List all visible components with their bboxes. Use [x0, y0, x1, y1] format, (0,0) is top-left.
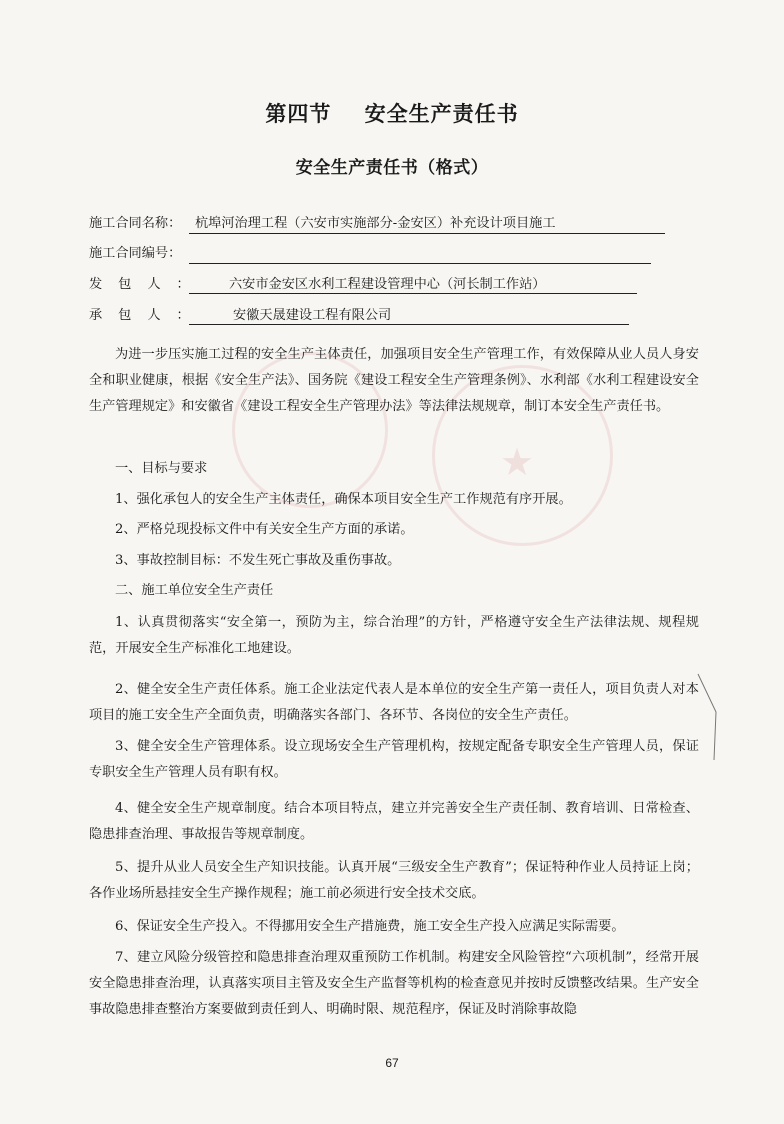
- list-item: 1、认真贯彻落实“安全第一，预防为主，综合治理”的方针，严格遵守安全生产法律法规、规程规范，开展安全生产标准化工地建设。: [89, 615, 699, 656]
- list-item: 7、建立风险分级管控和隐患排查治理双重预防工作机制。构建安全风险管控“六项机制”，经常开展安全隐患排查治理，认真落实项目主管及安全生产监督等机构的检查意见并按时反馈整改结果。生产安全事故隐患排查整治方案要做到责任到人、明确时限、规范程序，保证及时消除事故隐: [89, 950, 699, 1017]
- seal-star-icon: ★: [500, 440, 535, 484]
- intro-paragraph: 为进一步压实施工过程的安全生产主体责任，加强项目安全生产管理工作，有效保障从业人员人身安全和职业健康，根据《安全生产法》、国务院《建设工程安全生产管理条例》、水利部《水利工程建设安全生产管理规定》和安徽省《建设工程安全生产管理办法》等法律法规规章，制订本安全生产责任书。: [89, 347, 699, 414]
- contract-name-label: 施工合同名称：: [89, 216, 182, 231]
- contractor-row: [89, 305, 392, 327]
- section-heading: 第四节 安全生产责任书: [265, 102, 519, 126]
- list-item: 3、事故控制目标：不发生死亡事故及重伤事故。: [115, 553, 401, 568]
- list-item: 5、提升从业人员安全生产知识技能。认真开展“三级安全生产教育”；保证特种作业人员持证上岗；各作业场所悬挂安全生产操作规程；施工前必须进行安全技术交底。: [89, 860, 699, 901]
- section-heading-1: 一、目标与要求: [115, 461, 208, 476]
- document-title: 安全生产责任书（格式）: [295, 158, 489, 178]
- list-item: 4、健全安全生产规章制度。结合本项目特点，建立并完善安全生产责任制、教育培训、日常检查、隐患排查治理、事故报告等规章制度。: [89, 801, 699, 842]
- contract-name-row: [89, 213, 556, 235]
- employer-row: [89, 274, 546, 296]
- employer-value: 六安市金安区水利工程建设管理中心（河长制工作站）: [189, 274, 637, 294]
- contract-number-label: 施工合同编号：: [89, 246, 182, 261]
- list-item: 6、保证安全生产投入。不得挪用安全生产措施费，施工安全生产投入应满足实际需要。: [115, 919, 625, 934]
- contractor-value: 安徽天晟建设工程有限公司: [189, 305, 629, 325]
- list-item: 1、强化承包人的安全生产主体责任，确保本项目安全生产工作规范有序开展。: [115, 492, 572, 507]
- section-heading-2: 二、施工单位安全生产责任: [115, 583, 274, 598]
- employer-label: 发包人：: [89, 277, 206, 292]
- contractor-label: 承包人：: [89, 308, 206, 323]
- contract-number-value: [189, 243, 651, 264]
- pen-mark: [696, 672, 741, 762]
- list-item: 3、健全安全生产管理体系。设立现场安全生产管理机构，按规定配备专职安全生产管理人员，保证专职安全生产管理人员有职有权。: [89, 739, 699, 780]
- contract-name-value: 杭埠河治理工程（六安市实施部分-金安区）补充设计项目施工: [189, 213, 665, 234]
- list-item: 2、健全安全生产责任体系。施工企业法定代表人是本单位的安全生产第一责任人，项目负责人对本项目的施工安全生产全面负责，明确落实各部门、各环节、各岗位的安全生产责任。: [89, 682, 699, 723]
- page-number: 67: [385, 1056, 399, 1070]
- list-item: 2、严格兑现投标文件中有关安全生产方面的承诺。: [115, 522, 414, 537]
- contract-number-row: [89, 243, 189, 265]
